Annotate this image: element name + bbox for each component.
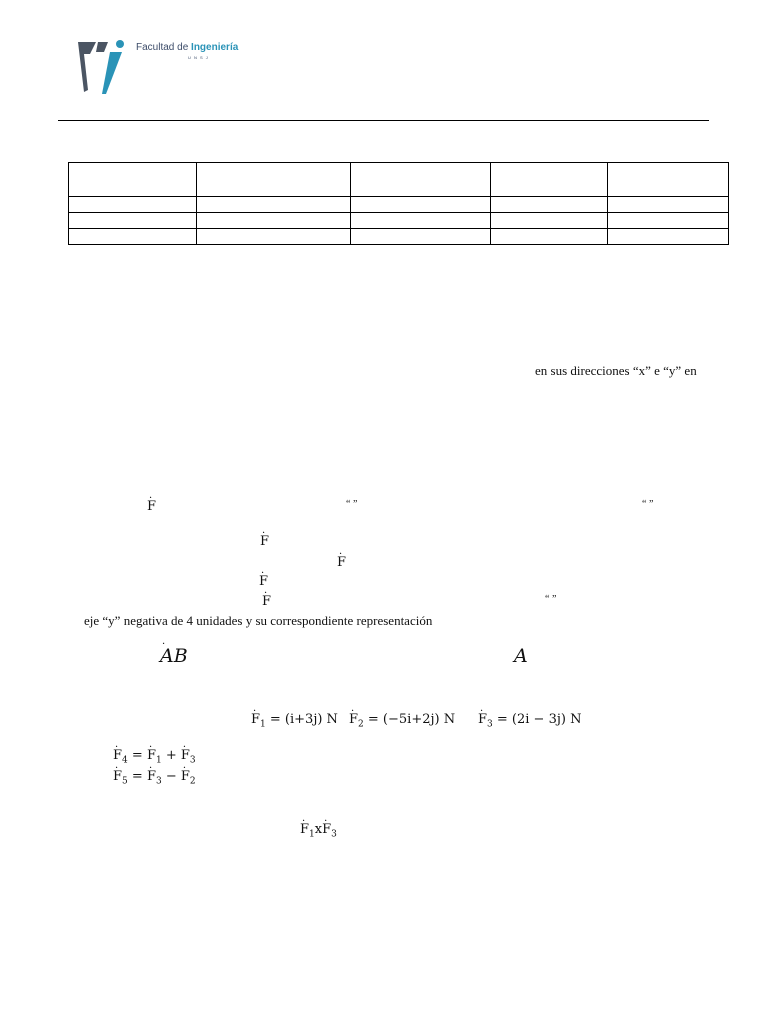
table-cell <box>351 213 491 229</box>
force-symbol-text: · F <box>147 500 156 513</box>
eq-symbol: · F <box>113 749 122 762</box>
table-cell <box>491 163 608 197</box>
table-cell <box>351 197 491 213</box>
eq-symbol: · F <box>478 713 487 726</box>
table-cell <box>608 163 729 197</box>
force-symbol <box>260 535 269 548</box>
eq-subscript: 2 <box>189 776 196 787</box>
force-symbol <box>262 595 271 608</box>
logo-wordmark <box>136 42 238 53</box>
equation-f2 <box>349 713 455 730</box>
eq-subscript: 3 <box>155 776 162 787</box>
vector-ab-text: · AB <box>160 645 188 667</box>
eq-subscript: 3 <box>189 755 196 766</box>
table-row <box>69 163 729 197</box>
table-cell <box>608 197 729 213</box>
eq-symbol: · F <box>147 770 156 783</box>
logo-wordmark-bold: Ingeniería <box>191 42 239 53</box>
eje-text: eje “y” negativa de 4 unidades y su correspondiente representación <box>84 613 433 628</box>
info-table <box>68 162 729 245</box>
eq-symbol: · F <box>251 713 260 726</box>
table-cell <box>197 197 351 213</box>
eq-operator: x <box>314 822 323 837</box>
eq-subscript: 1 <box>155 755 162 766</box>
table-cell <box>69 163 197 197</box>
eq-operator: − <box>161 769 181 784</box>
quote-marks: “ ” <box>642 499 654 510</box>
table-row <box>69 197 729 213</box>
table-row <box>69 229 729 245</box>
table-row <box>69 213 729 229</box>
equation-f3 <box>478 713 581 730</box>
eq-symbol: · F <box>322 823 331 836</box>
eq-subscript: 1 <box>260 719 266 730</box>
logo-wordmark-prefix: Facultad de <box>136 42 192 53</box>
eq-symbol: · F <box>181 770 190 783</box>
eq-subscript: 3 <box>331 829 337 840</box>
cross-product <box>300 823 337 840</box>
eq-subscript: 3 <box>487 719 493 730</box>
eq-symbol: · F <box>181 749 190 762</box>
eq-symbol: · F <box>300 823 309 836</box>
eq-symbol: · F <box>113 770 122 783</box>
eq-operator: = <box>127 769 147 784</box>
table-cell <box>608 213 729 229</box>
table-cell <box>491 197 608 213</box>
equation-f5 <box>113 770 196 787</box>
quote-marks: “ ” <box>346 499 358 510</box>
eq-symbol: · F <box>349 713 358 726</box>
eq-rhs: = (2i − 3j) N <box>492 712 582 727</box>
eq-symbol: · F <box>147 749 156 762</box>
eq-subscript: 5 <box>122 776 128 787</box>
force-symbol <box>337 556 346 569</box>
table-cell <box>351 229 491 245</box>
table-cell <box>197 163 351 197</box>
table-cell <box>197 229 351 245</box>
eq-operator: = <box>127 748 147 763</box>
table-cell <box>197 213 351 229</box>
equation-f1 <box>251 713 338 730</box>
directions-text: en sus direcciones “x” e “y” en <box>535 363 697 378</box>
force-symbol-text: · F <box>262 595 271 608</box>
eq-operator: + <box>161 748 181 763</box>
table-cell <box>491 229 608 245</box>
table-cell <box>69 197 197 213</box>
table-cell <box>491 213 608 229</box>
eq-subscript: 4 <box>122 755 128 766</box>
vector-ab-symbol <box>160 645 188 667</box>
table-cell <box>69 213 197 229</box>
table-cell <box>608 229 729 245</box>
force-symbol-text: · F <box>337 556 346 569</box>
table-cell <box>351 163 491 197</box>
force-symbol <box>259 575 268 588</box>
faculty-logo-icon <box>76 40 124 96</box>
table-cell <box>69 229 197 245</box>
force-symbol-text: · F <box>259 575 268 588</box>
header-rule <box>58 120 709 121</box>
point-a-symbol: A <box>514 645 528 667</box>
quote-marks: “ ” <box>545 594 557 605</box>
force-symbol-text: · F <box>260 535 269 548</box>
force-symbol <box>147 500 156 513</box>
logo-subtitle: U N S J <box>188 55 209 60</box>
eq-rhs: = (−5i+2j) N <box>363 712 456 727</box>
eq-subscript: 2 <box>358 719 364 730</box>
eq-subscript: 1 <box>309 829 315 840</box>
eq-rhs: = (i+3j) N <box>265 712 338 727</box>
